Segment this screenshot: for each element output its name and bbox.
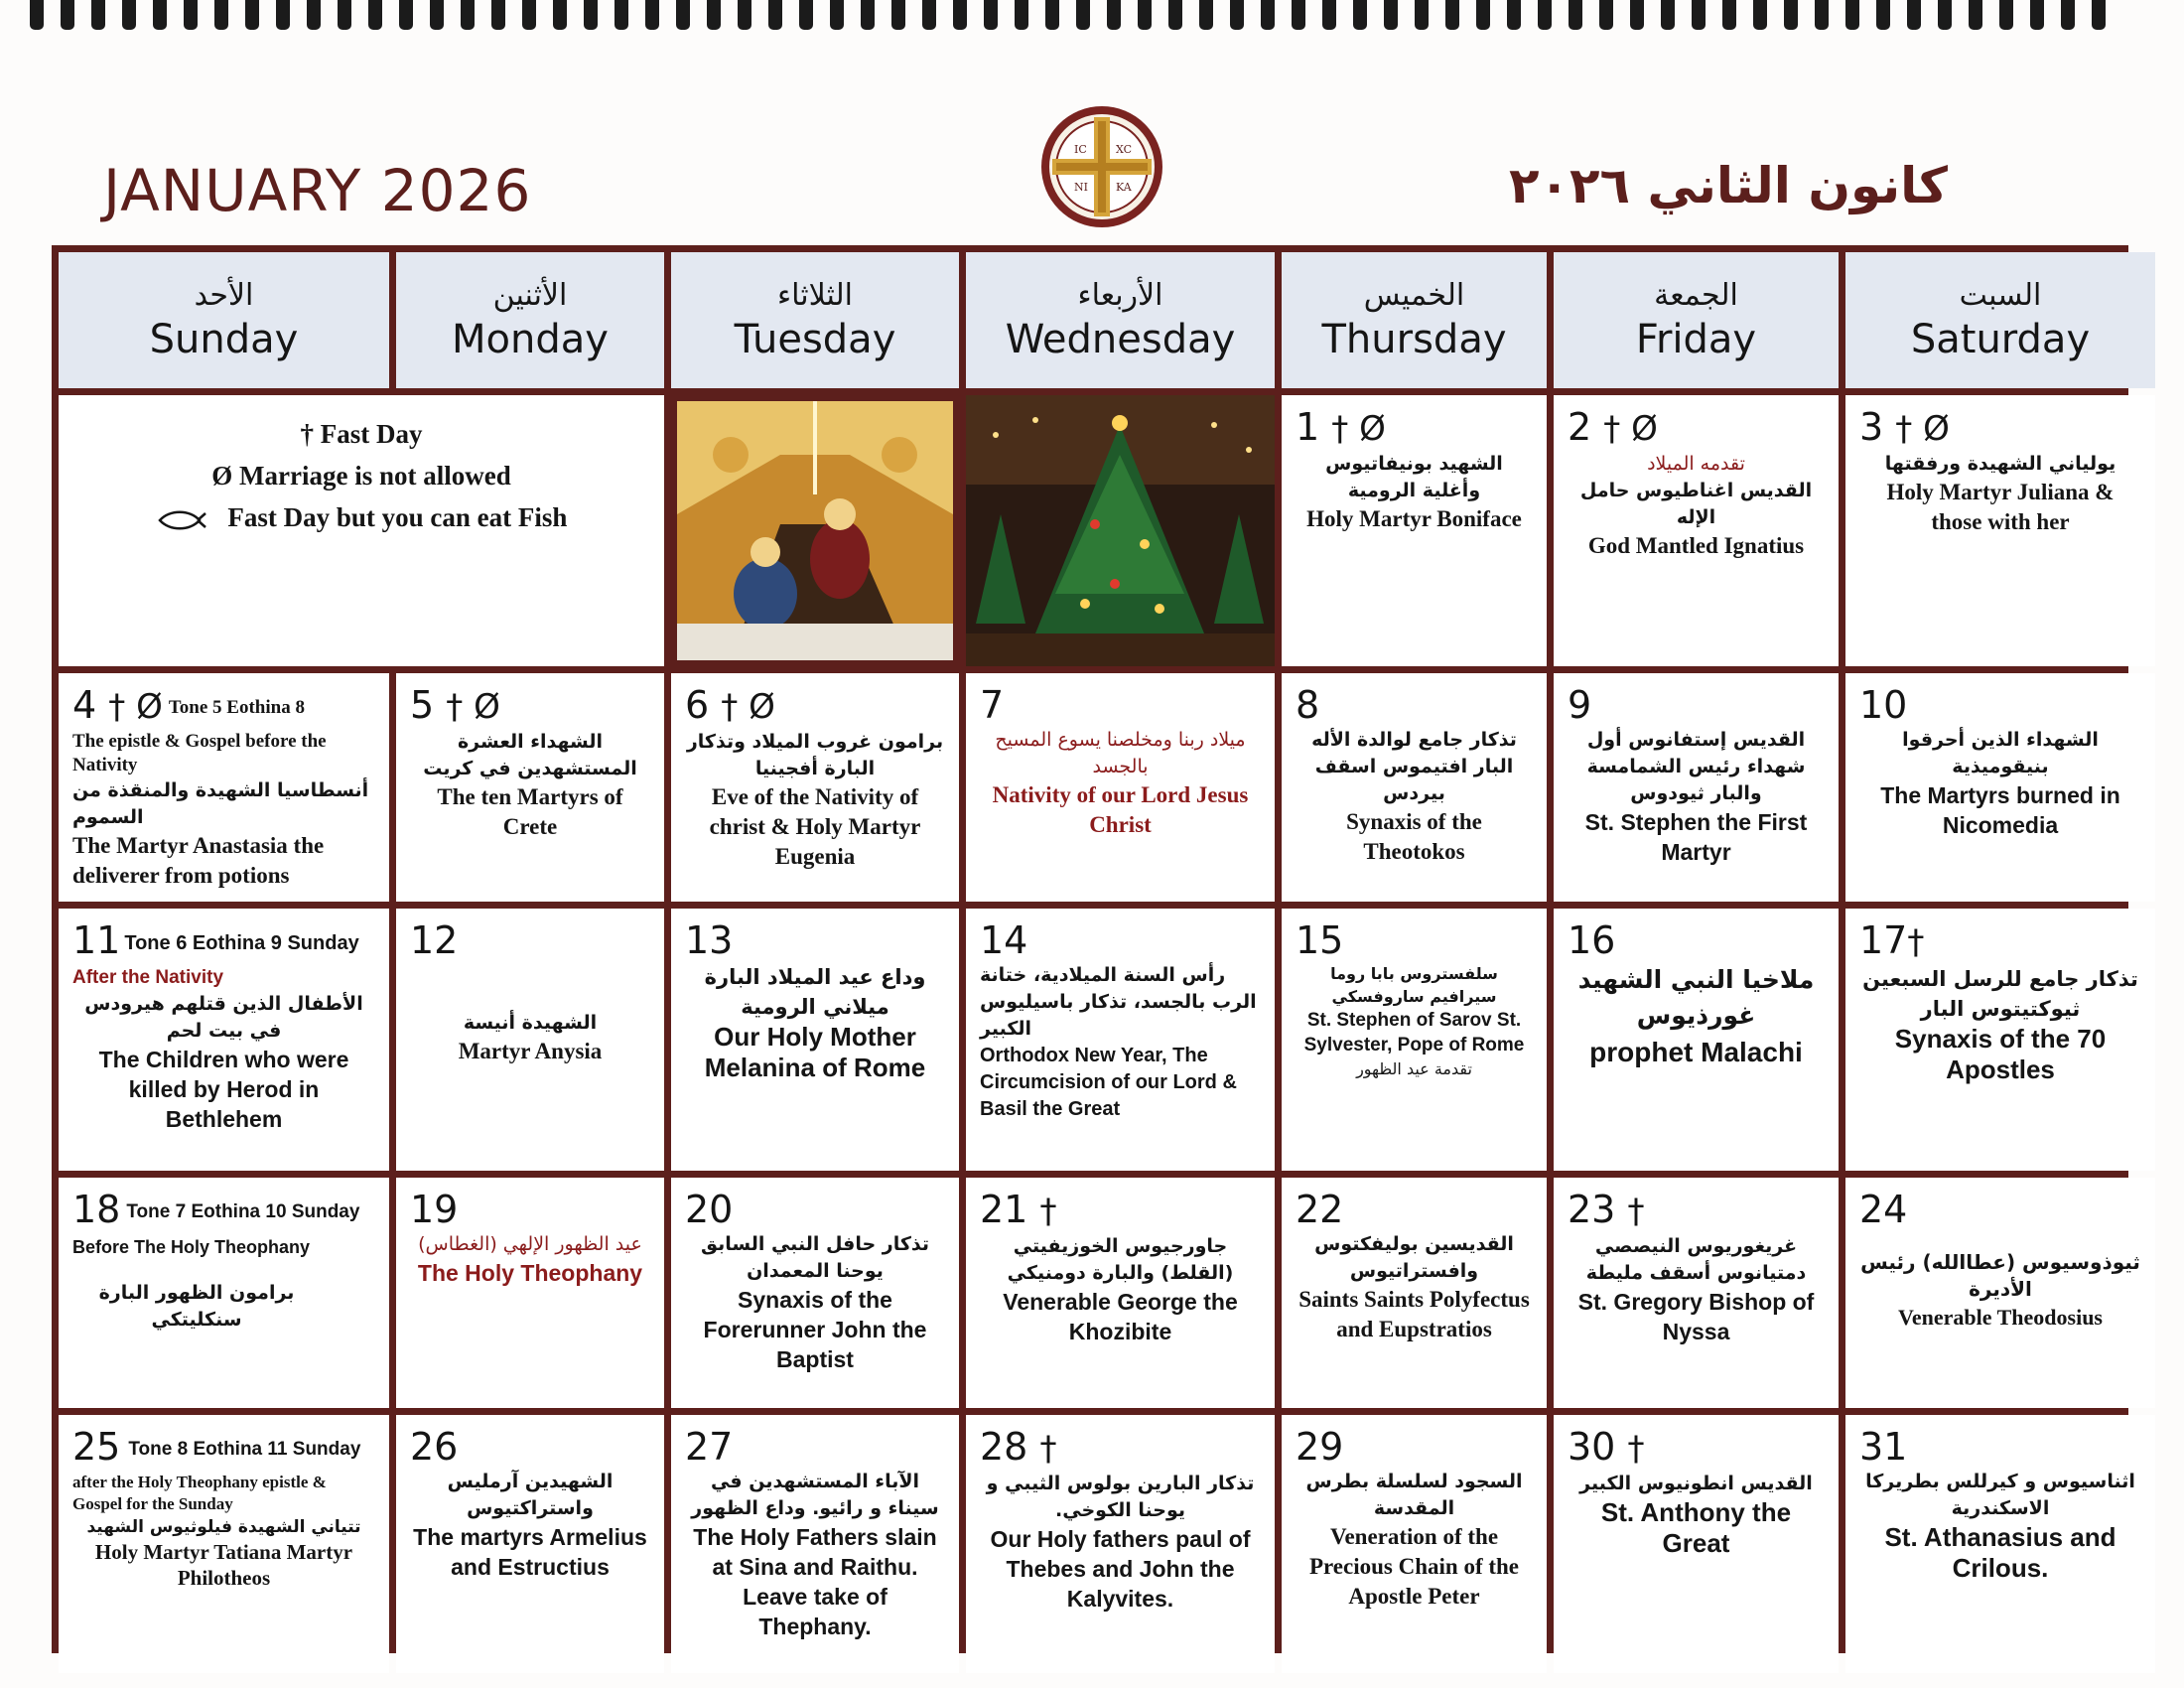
day-english-text: St. Stephen of Sarov St. Sylvester, Pope of Rome <box>1303 1010 1525 1055</box>
binding-ring <box>645 0 659 30</box>
binding-ring <box>91 0 105 30</box>
day-number: 20 <box>685 1188 734 1231</box>
day-header-ar: الأثنين <box>492 278 568 313</box>
day-english-text: Synaxis of the Theotokos <box>1346 809 1482 864</box>
day-header-en: Saturday <box>1910 317 2091 362</box>
day-arabic-note: تقدمة عيد الظهور <box>1356 1059 1472 1078</box>
binding-ring <box>1599 0 1613 30</box>
day-header-monday <box>396 252 664 388</box>
day-number: 14 <box>980 918 1028 962</box>
day-arabic-text: الأطفال الذين قتلهم هيرودس في بيت لحم <box>84 992 363 1042</box>
day-cell-24[interactable] <box>1845 1178 2155 1408</box>
day-header-saturday <box>1845 252 2155 388</box>
day-header-sunday <box>59 252 389 388</box>
day-cell-14[interactable] <box>966 909 1275 1171</box>
binding-ring <box>491 0 505 30</box>
day-cell-13[interactable] <box>671 909 959 1171</box>
binding-ring <box>1138 0 1152 30</box>
binding-ring <box>1538 0 1552 30</box>
binding-ring <box>1015 0 1028 30</box>
day-arabic-text: القديس اغناطيوس حامل الإله <box>1579 480 1813 528</box>
day-english-text: prophet Malachi <box>1589 1037 1803 1067</box>
day-english-text: The Martyr Anastasia the deliverer from potions <box>72 832 325 888</box>
day-arabic-text: برامون غروب الميلاد وتذكار البارة أفجينيا <box>686 731 944 779</box>
day-arabic-text: القديسين بوليفكتوس وافستراتيوس <box>1314 1233 1514 1282</box>
nativity-icon <box>671 395 959 666</box>
day-english-text: St. Anthony the Great <box>1600 1497 1792 1558</box>
binding-ring <box>1876 0 1890 30</box>
binding-ring <box>1753 0 1767 30</box>
day-number: 3 † Ø <box>1859 405 1950 449</box>
binding-ring <box>1507 0 1521 30</box>
day-number: 31 <box>1859 1425 1908 1469</box>
day-number: 6 † Ø <box>685 683 775 727</box>
binding-ring <box>891 0 905 30</box>
day-english-text: St. Stephen the First Martyr <box>1584 809 1808 865</box>
day-cell-26[interactable] <box>396 1415 664 1673</box>
day-english-text: Eve of the Nativity of christ & Holy Martyr Eugenia <box>709 784 921 869</box>
day-header-en: Friday <box>1635 317 1757 362</box>
binding-ring <box>1569 0 1582 30</box>
binding-ring <box>153 0 167 30</box>
day-liturgy-note: After the Nativity <box>72 966 224 988</box>
binding-ring <box>738 0 751 30</box>
legend-fast-day: † Fast Day <box>300 419 423 449</box>
day-number: 2 † Ø <box>1568 405 1658 449</box>
day-arabic-text: القديس إستفانوس أول شهداء رئيس الشمامسة والبار ثيودوس <box>1586 729 1806 804</box>
day-number: 4 † Ø Tone 5 Eothina 8 <box>72 683 305 727</box>
day-header-ar: الأربعاء <box>1077 278 1163 313</box>
day-number: 15 <box>1296 918 1344 962</box>
binding-ring <box>1076 0 1090 30</box>
day-english-text: Holy Martyr Juliana & those with her <box>1886 480 2115 534</box>
day-number: 7 <box>980 683 1005 727</box>
binding-ring <box>830 0 844 30</box>
binding-ring <box>2092 0 2106 30</box>
binding-ring <box>1969 0 1982 30</box>
svg-text:NI: NI <box>1074 181 1088 194</box>
binding-ring <box>368 0 382 30</box>
day-english-text: St. Gregory Bishop of Nyssa <box>1577 1289 1815 1344</box>
binding-ring <box>1168 0 1182 30</box>
day-cell-1[interactable] <box>1282 395 1547 666</box>
day-cell-20[interactable] <box>671 1178 959 1408</box>
binding-ring <box>1322 0 1336 30</box>
day-english-text: Venerable Theodosius <box>1898 1305 2103 1330</box>
binding-ring <box>861 0 875 30</box>
day-liturgy-note: Before The Holy Theophany <box>72 1236 311 1257</box>
day-header-en: Sunday <box>149 317 299 362</box>
binding-ring <box>2061 0 2075 30</box>
day-arabic-text: تذكار جامع لوالدة الأله البار افتيموس اسقف بيردس <box>1311 729 1517 804</box>
binding-ring <box>30 0 44 30</box>
binding-ring <box>276 0 290 30</box>
legend-fish-text: Fast Day but you can eat Fish <box>227 502 568 532</box>
binding-ring <box>584 0 598 30</box>
day-english-text: Holy Martyr Boniface <box>1306 506 1522 531</box>
day-english-text: Synaxis of the Forerunner John the Baptist <box>703 1287 927 1372</box>
svg-text:XC: XC <box>1116 143 1133 156</box>
christmas-tree-icon <box>966 395 1275 666</box>
fish-icon <box>156 507 207 533</box>
binding-ring <box>1261 0 1275 30</box>
day-number: 10 <box>1859 683 1908 727</box>
binding-ring <box>1815 0 1829 30</box>
day-header-ar: السبت <box>1959 278 2042 313</box>
binding-ring <box>1476 0 1490 30</box>
day-cell-28[interactable] <box>966 1415 1275 1673</box>
day-cell-10[interactable] <box>1845 673 2155 902</box>
day-cell-22[interactable] <box>1282 1178 1547 1408</box>
day-cell-3[interactable] <box>1845 395 2155 666</box>
binding-ring <box>553 0 567 30</box>
day-arabic-text: تتياني الشهيدة فيلوثيوس الشهيد <box>86 1516 361 1537</box>
binding-ring <box>1107 0 1121 30</box>
day-number: 22 <box>1296 1188 1344 1231</box>
binding-ring <box>1445 0 1459 30</box>
day-liturgy-note: after the Holy Theophany epistle & Gospel for the Sunday <box>72 1472 327 1513</box>
nativity-icon-image <box>671 395 959 666</box>
day-arabic-text: رأس السنة الميلادية، ختانة الرب بالجسد، تذكار باسيليوس الكبير <box>980 964 1257 1040</box>
day-header-thursday <box>1282 252 1547 388</box>
day-arabic-text: الشهيدة أنيسة <box>463 1012 598 1034</box>
binding-ring <box>61 0 74 30</box>
day-number: 13 <box>685 918 734 962</box>
day-arabic-text: السجود لسلسلة بطرس المقدسة <box>1305 1471 1523 1519</box>
day-arabic-text: ثيوذوسيوس (عطاالله) رئيس الأديرة <box>1860 1250 2140 1301</box>
day-arabic-text: الشهداء الذين أحرقوا بنيقوميذية <box>1902 729 2099 777</box>
day-cell-6[interactable] <box>671 673 959 902</box>
day-arabic-text: الآباء المستشهدين في سيناء و رائيو. وداع الظهور <box>691 1471 939 1519</box>
binding-ring <box>430 0 444 30</box>
day-arabic-text: الشهداء العشرة المستشهدين في كريت <box>423 731 637 779</box>
day-header-ar: الجمعة <box>1654 278 1738 313</box>
day-cell-18[interactable] <box>59 1178 389 1408</box>
day-cell-2[interactable] <box>1554 395 1839 666</box>
day-number: 24 <box>1859 1188 1908 1231</box>
binding-ring <box>1415 0 1429 30</box>
day-cell-16[interactable] <box>1554 909 1839 1171</box>
day-arabic-text: الشهيد بونيفاتيوس وأغلية الرومية <box>1325 453 1503 501</box>
day-cell-7[interactable] <box>966 673 1275 902</box>
binding-ring <box>707 0 721 30</box>
binding-ring <box>614 0 628 30</box>
day-cell-19[interactable] <box>396 1178 664 1408</box>
day-number: 26 <box>410 1425 459 1469</box>
legend-marriage: Ø Marriage is not allowed <box>211 461 511 491</box>
day-english-text: The martyrs Armelius and Estructius <box>413 1524 647 1580</box>
day-arabic-text: تذكار جامع للرسل السبعين ثيوكتيتوس البار <box>1862 967 2138 1021</box>
day-cell-5[interactable] <box>396 673 664 902</box>
day-number: 8 <box>1296 683 1320 727</box>
day-arabic-text: برامون الظهور البارة سنكليتكي <box>98 1281 295 1331</box>
day-english-text: God Mantled Ignatius <box>1587 533 1805 558</box>
day-cell-11[interactable] <box>59 909 389 1171</box>
binding-ring <box>1722 0 1736 30</box>
day-english-text: Orthodox New Year, The Circumcision of our Lord & Basil the Great <box>980 1045 1237 1120</box>
day-number: 25 Tone 8 Eothina 11 Sunday <box>72 1425 361 1469</box>
binding-ring <box>307 0 321 30</box>
legend-fish-row <box>59 496 664 538</box>
day-arabic-text: تذكار البارين بولوس الثيبي و يوحنا الكوخي. <box>986 1473 1255 1521</box>
binding-ring <box>984 0 998 30</box>
day-english-text: Venerable George the Khozibite <box>1003 1289 1238 1344</box>
day-arabic-text: يولياني الشهيدة ورفقتها <box>1884 453 2116 475</box>
day-number: 19 <box>410 1188 459 1231</box>
binding-ring <box>1353 0 1367 30</box>
binding-ring <box>676 0 690 30</box>
day-arabic-note: تقدمه الميلاد <box>1647 453 1745 475</box>
binding-ring <box>461 0 475 30</box>
day-english-text: Martyr Anysia <box>458 1039 603 1063</box>
day-english-text: The Martyrs burned in Nicomedia <box>1880 782 2120 838</box>
binding-ring <box>1999 0 2013 30</box>
day-number: 18 Tone 7 Eothina 10 Sunday <box>72 1188 360 1231</box>
binding-ring <box>799 0 813 30</box>
day-english-text: Synaxis of the 70 Apostles <box>1894 1024 2107 1084</box>
binding-ring <box>922 0 936 30</box>
day-number: 9 <box>1568 683 1592 727</box>
binding-ring <box>1661 0 1675 30</box>
day-arabic-text: ملاخيا النبي الشهيد غورذيوس <box>1577 965 1815 1030</box>
day-arabic-text: أنسطاسيا الشهيدة والمنقذة من السموم <box>72 778 369 828</box>
binding-ring <box>1845 0 1859 30</box>
day-english-text: The Holy Theophany <box>417 1260 643 1286</box>
binding-ring <box>184 0 198 30</box>
day-arabic-text: وداع عيد الميلاد البارة ميلاني الرومية <box>704 965 926 1019</box>
day-number: 21 † <box>980 1188 1057 1231</box>
day-english-text: St. Athanasius and Crilous. <box>1884 1522 2116 1583</box>
binding-ring <box>122 0 136 30</box>
day-arabic-text: سلفستروس بابا روما سيرافيم ساروفسكي <box>1330 964 1498 1006</box>
day-cell-15[interactable] <box>1282 909 1547 1171</box>
day-number: 23 † <box>1568 1188 1645 1231</box>
day-cell-27[interactable] <box>671 1415 959 1673</box>
binding-ring <box>1692 0 1706 30</box>
day-english-text: The ten Martyrs of Crete <box>437 784 623 839</box>
day-number: 1 † Ø <box>1296 405 1386 449</box>
day-number: 28 † <box>980 1425 1057 1469</box>
day-english-text: Our Holy Mother Melanina of Rome <box>704 1022 926 1082</box>
christmas-tree-image <box>966 395 1275 666</box>
day-arabic-text: ميلاد ربنا ومخلصنا يسوع المسيح بالجسد <box>995 729 1246 777</box>
day-english-text: Our Holy fathers paul of Thebes and John the Kalyvites. <box>990 1526 1251 1612</box>
day-arabic-text: تذكار حافل النبي السابق يوحنا المعمدان <box>700 1233 930 1282</box>
day-number: 5 † Ø <box>410 683 500 727</box>
binding-ring <box>1292 0 1305 30</box>
svg-text:KA: KA <box>1116 181 1132 194</box>
day-english-text: Saints Saints Polyfectus and Eupstratios <box>1298 1287 1530 1341</box>
orthodox-cross-emblem-icon <box>1038 103 1165 230</box>
day-cell-23[interactable] <box>1554 1178 1839 1408</box>
legend-box <box>59 395 664 666</box>
day-english-text: Holy Martyr Tatiana Martyr Philotheos <box>94 1539 353 1590</box>
spiral-binding <box>30 0 2154 34</box>
day-liturgy-note: The epistle & Gospel before the Nativity <box>72 730 327 775</box>
day-header-wednesday <box>966 252 1275 388</box>
day-cell-30[interactable] <box>1554 1415 1839 1673</box>
day-cell-25[interactable] <box>59 1415 389 1673</box>
binding-ring <box>1938 0 1952 30</box>
binding-ring <box>245 0 259 30</box>
day-cell-4[interactable] <box>59 673 389 902</box>
binding-ring <box>338 0 351 30</box>
day-number: 17† <box>1859 918 1925 962</box>
day-header-friday <box>1554 252 1839 388</box>
binding-ring <box>1384 0 1398 30</box>
binding-ring <box>1630 0 1644 30</box>
day-cell-12[interactable] <box>396 909 664 1171</box>
day-header-tuesday <box>671 252 959 388</box>
day-header-en: Wednesday <box>1005 317 1236 362</box>
day-cell-8[interactable] <box>1282 673 1547 902</box>
binding-ring <box>768 0 782 30</box>
day-header-ar: الخميس <box>1363 278 1465 313</box>
day-header-en: Monday <box>452 317 609 362</box>
day-arabic-text: القديس انطونيوس الكبير <box>1579 1473 1813 1494</box>
day-number: 12 <box>410 918 459 962</box>
page-title-arabic: كانون الثاني ٢٠٢٦ <box>1509 157 1948 214</box>
svg-text:IC: IC <box>1074 143 1087 156</box>
calendar-grid <box>52 245 2140 1653</box>
day-arabic-text: جاورجيوس الخوزيفيتي (القلط) والبارة دومنيكي <box>1007 1235 1234 1284</box>
binding-ring <box>1230 0 1244 30</box>
day-header-ar: الثلاثاء <box>776 278 854 313</box>
day-cell-31[interactable] <box>1845 1415 2155 1673</box>
day-cell-17[interactable] <box>1845 909 2155 1171</box>
page-title-english: JANUARY 2026 <box>103 157 532 224</box>
day-cell-21[interactable] <box>966 1178 1275 1408</box>
day-arabic-text: عيد الظهور الإلهي (الغطاس) <box>418 1233 642 1255</box>
day-number: 11 Tone 6 Eothina 9 Sunday <box>72 918 359 962</box>
day-number: 29 <box>1296 1425 1344 1469</box>
day-cell-29[interactable] <box>1282 1415 1547 1673</box>
day-english-text: Nativity of our Lord Jesus Christ <box>992 782 1249 837</box>
day-arabic-text: الشهيدين آرمليس واستراكتيوس <box>447 1471 614 1519</box>
binding-ring <box>1045 0 1059 30</box>
day-english-text: The Holy Fathers slain at Sina and Raithu. Leave take of Thephany. <box>693 1524 937 1639</box>
binding-ring <box>214 0 228 30</box>
day-english-text: The Children who were killed by Herod in Bethlehem <box>98 1046 349 1132</box>
binding-ring <box>522 0 536 30</box>
binding-ring <box>953 0 967 30</box>
day-number: 27 <box>685 1425 734 1469</box>
day-header-en: Thursday <box>1321 317 1507 362</box>
day-arabic-text: غريغوريوس النيصصي دمتيانوس أسقف مليطة <box>1585 1235 1807 1284</box>
binding-ring <box>1907 0 1921 30</box>
day-cell-9[interactable] <box>1554 673 1839 902</box>
binding-ring <box>399 0 413 30</box>
binding-ring <box>1199 0 1213 30</box>
day-header-ar: الأحد <box>194 278 254 313</box>
binding-ring <box>1784 0 1798 30</box>
day-arabic-text: اثناسيوس و كيرللس بطريركا الاسكندرية <box>1865 1471 2135 1519</box>
binding-ring <box>2030 0 2044 30</box>
day-english-text: Veneration of the Precious Chain of the Apostle Peter <box>1308 1524 1520 1609</box>
day-number: 30 † <box>1568 1425 1645 1469</box>
day-header-en: Tuesday <box>734 317 896 362</box>
day-number: 16 <box>1568 918 1616 962</box>
